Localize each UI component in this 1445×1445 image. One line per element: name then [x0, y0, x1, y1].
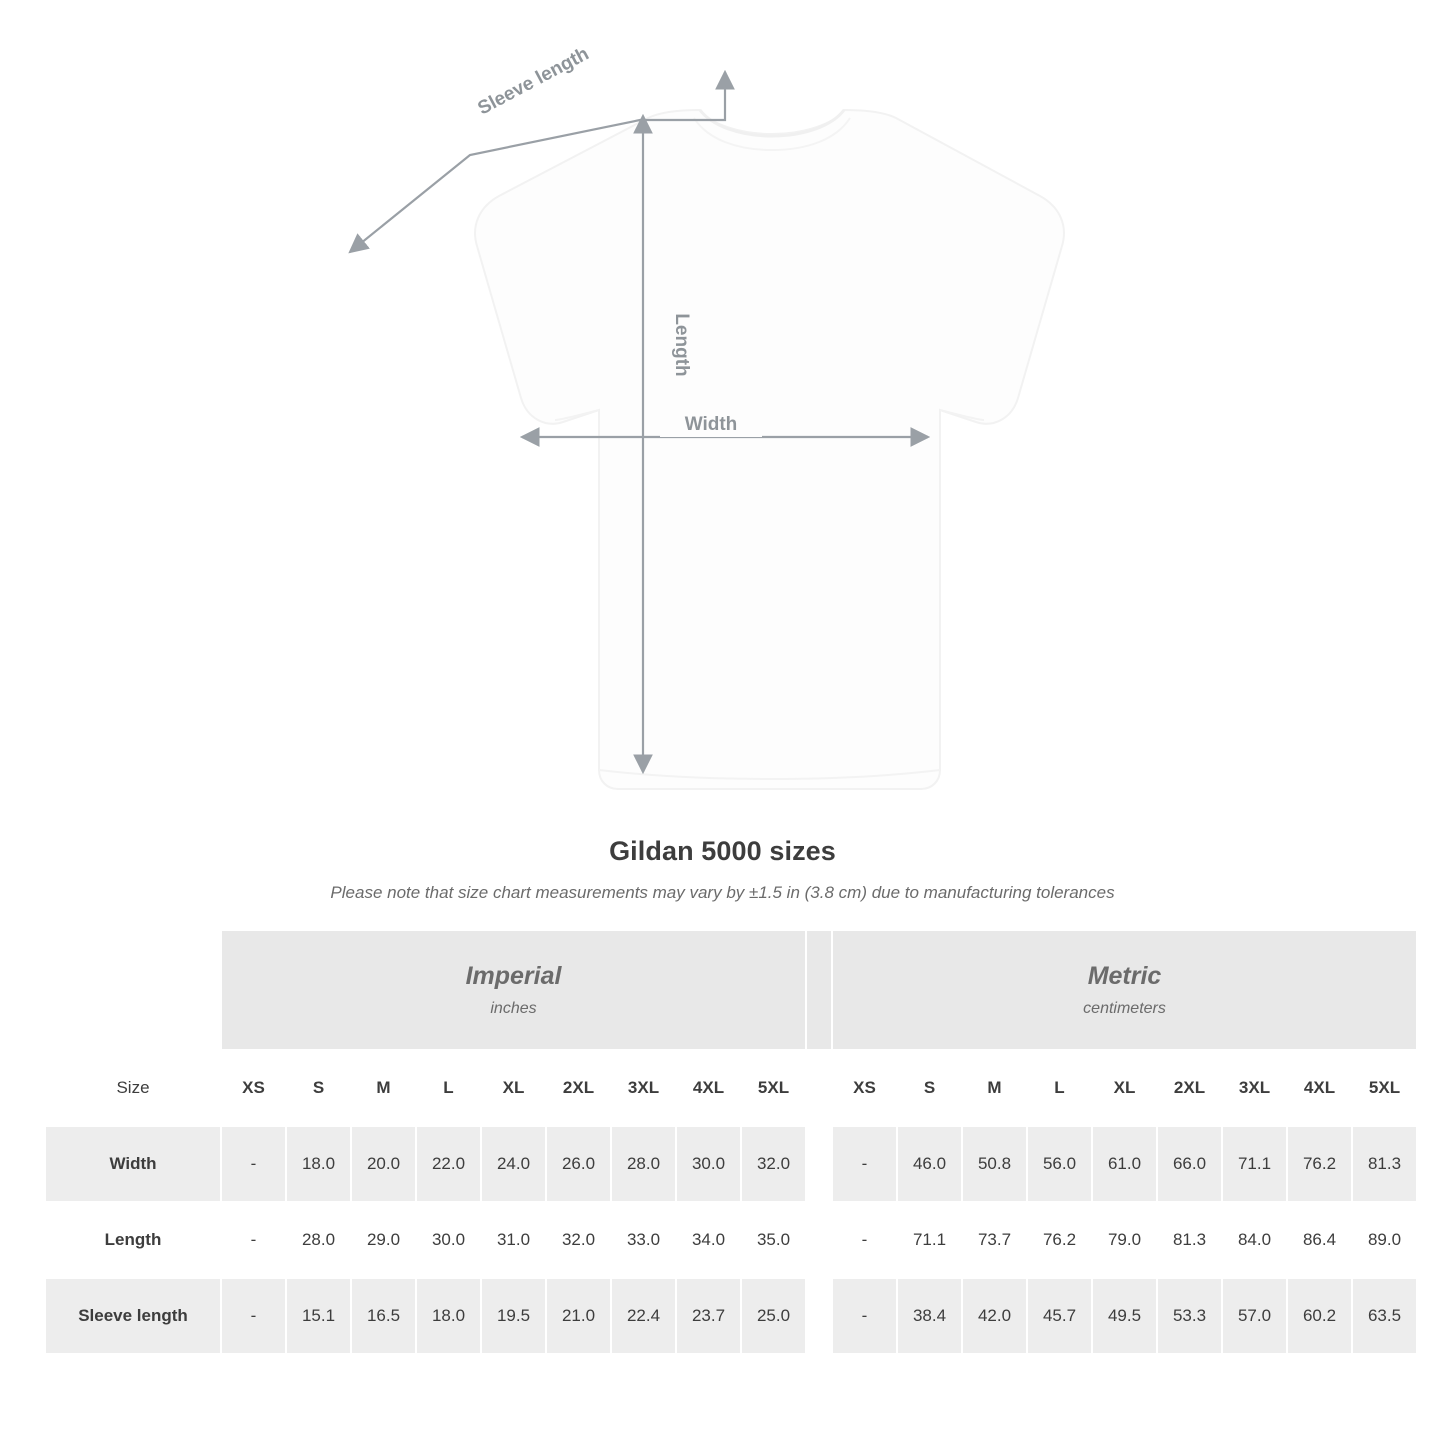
cell-sleeve-imperial-3xl: 22.4	[611, 1278, 676, 1354]
unit-name-imperial: Imperial	[465, 962, 562, 990]
cell-length-metric-5xl: 89.0	[1352, 1202, 1417, 1278]
cell-width-imperial-4xl: 30.0	[676, 1126, 741, 1202]
cell-width-metric-xs: -	[832, 1126, 897, 1202]
cell-length-metric-2xl: 81.3	[1157, 1202, 1222, 1278]
cell-width-metric-l: 56.0	[1027, 1126, 1092, 1202]
size-col-imperial-4xl: 4XL	[676, 1050, 741, 1126]
cell-width-gap	[806, 1126, 832, 1202]
cell-width-metric-2xl: 66.0	[1157, 1126, 1222, 1202]
cell-width-metric-m: 50.8	[962, 1126, 1027, 1202]
cell-length-imperial-s: 28.0	[286, 1202, 351, 1278]
cell-sleeve-metric-xl: 49.5	[1092, 1278, 1157, 1354]
cell-width-imperial-s: 18.0	[286, 1126, 351, 1202]
cell-sleeve-imperial-m: 16.5	[351, 1278, 416, 1354]
cell-width-imperial-xl: 24.0	[481, 1126, 546, 1202]
length-label: Length	[671, 313, 692, 377]
cell-length-imperial-2xl: 32.0	[546, 1202, 611, 1278]
table-row-width	[45, 1126, 1417, 1202]
cell-length-metric-l: 76.2	[1027, 1202, 1092, 1278]
size-col-metric-l: L	[1027, 1050, 1092, 1126]
unit-header-imperial	[221, 930, 806, 1050]
cell-length-metric-3xl: 84.0	[1222, 1202, 1287, 1278]
cell-sleeve-imperial-s: 15.1	[286, 1278, 351, 1354]
size-header-row	[45, 1050, 1417, 1126]
cell-sleeve-imperial-l: 18.0	[416, 1278, 481, 1354]
size-col-metric-3xl: 3XL	[1222, 1050, 1287, 1126]
size-col-metric-s: S	[897, 1050, 962, 1126]
cell-length-imperial-xl: 31.0	[481, 1202, 546, 1278]
cell-width-metric-xl: 61.0	[1092, 1126, 1157, 1202]
cell-width-metric-3xl: 71.1	[1222, 1126, 1287, 1202]
size-col-gap	[806, 1050, 832, 1126]
unit-sub-metric: centimeters	[1083, 1000, 1166, 1017]
cell-sleeve-metric-s: 38.4	[897, 1278, 962, 1354]
tshirt-shape	[475, 110, 1064, 789]
chart-title: Gildan 5000 sizes	[609, 836, 836, 866]
cell-sleeve-metric-m: 42.0	[962, 1278, 1027, 1354]
size-col-metric-xs: XS	[832, 1050, 897, 1126]
size-table	[44, 929, 1418, 1355]
cell-sleeve-imperial-5xl: 25.0	[741, 1278, 806, 1354]
cell-length-imperial-m: 29.0	[351, 1202, 416, 1278]
cell-length-imperial-5xl: 35.0	[741, 1202, 806, 1278]
cell-sleeve-metric-l: 45.7	[1027, 1278, 1092, 1354]
cell-width-imperial-5xl: 32.0	[741, 1126, 806, 1202]
size-table-wrap	[44, 929, 1401, 1355]
cell-width-metric-5xl: 81.3	[1352, 1126, 1417, 1202]
width-label: Width	[684, 414, 738, 435]
cell-width-imperial-m: 20.0	[351, 1126, 416, 1202]
cell-sleeve-metric-xs: -	[832, 1278, 897, 1354]
cell-sleeve-metric-5xl: 63.5	[1352, 1278, 1417, 1354]
size-col-imperial-m: M	[351, 1050, 416, 1126]
cell-sleeve-metric-3xl: 57.0	[1222, 1278, 1287, 1354]
table-row-sleeve-length	[45, 1278, 1417, 1354]
size-col-metric-4xl: 4XL	[1287, 1050, 1352, 1126]
row-label-length: Length	[45, 1202, 221, 1278]
cell-sleeve-gap	[806, 1278, 832, 1354]
cell-length-metric-m: 73.7	[962, 1202, 1027, 1278]
unit-header-row	[45, 930, 1417, 1050]
unit-header-spacer	[45, 930, 221, 1050]
title-block	[0, 836, 1445, 903]
cell-sleeve-imperial-4xl: 23.7	[676, 1278, 741, 1354]
unit-header-gap	[806, 930, 832, 1050]
unit-name-metric: Metric	[1087, 962, 1162, 990]
size-col-imperial-xs: XS	[221, 1050, 286, 1126]
cell-length-metric-xl: 79.0	[1092, 1202, 1157, 1278]
unit-sub-imperial: inches	[490, 1000, 537, 1017]
cell-sleeve-imperial-2xl: 21.0	[546, 1278, 611, 1354]
size-col-imperial-3xl: 3XL	[611, 1050, 676, 1126]
cell-sleeve-imperial-xl: 19.5	[481, 1278, 546, 1354]
size-label-cell: Size	[45, 1050, 221, 1126]
cell-width-metric-s: 46.0	[897, 1126, 962, 1202]
cell-width-imperial-l: 22.0	[416, 1126, 481, 1202]
size-col-metric-m: M	[962, 1050, 1027, 1126]
cell-width-metric-4xl: 76.2	[1287, 1126, 1352, 1202]
size-col-metric-2xl: 2XL	[1157, 1050, 1222, 1126]
row-label-sleeve-length: Sleeve length	[45, 1278, 221, 1354]
cell-length-imperial-4xl: 34.0	[676, 1202, 741, 1278]
cell-length-imperial-l: 30.0	[416, 1202, 481, 1278]
cell-width-imperial-xs: -	[221, 1126, 286, 1202]
unit-header-metric	[832, 930, 1417, 1050]
cell-sleeve-imperial-xs: -	[221, 1278, 286, 1354]
cell-length-imperial-xs: -	[221, 1202, 286, 1278]
cell-length-metric-4xl: 86.4	[1287, 1202, 1352, 1278]
sleeve-length-label: Sleeve length	[474, 43, 593, 120]
table-row-length	[45, 1202, 1417, 1278]
cell-length-imperial-3xl: 33.0	[611, 1202, 676, 1278]
size-col-imperial-2xl: 2XL	[546, 1050, 611, 1126]
size-col-imperial-5xl: 5XL	[741, 1050, 806, 1126]
row-label-width: Width	[45, 1126, 221, 1202]
cell-sleeve-metric-4xl: 60.2	[1287, 1278, 1352, 1354]
size-col-metric-xl: XL	[1092, 1050, 1157, 1126]
chart-note: Please note that size chart measurements may vary by ±1.5 in (3.8 cm) due to manufacturing tolerances	[330, 883, 1115, 902]
cell-length-gap	[806, 1202, 832, 1278]
size-col-imperial-l: L	[416, 1050, 481, 1126]
cell-length-metric-s: 71.1	[897, 1202, 962, 1278]
cell-width-imperial-3xl: 28.0	[611, 1126, 676, 1202]
cell-length-metric-xs: -	[832, 1202, 897, 1278]
size-col-metric-5xl: 5XL	[1352, 1050, 1417, 1126]
cell-sleeve-metric-2xl: 53.3	[1157, 1278, 1222, 1354]
size-col-imperial-xl: XL	[481, 1050, 546, 1126]
size-col-imperial-s: S	[286, 1050, 351, 1126]
cell-width-imperial-2xl: 26.0	[546, 1126, 611, 1202]
